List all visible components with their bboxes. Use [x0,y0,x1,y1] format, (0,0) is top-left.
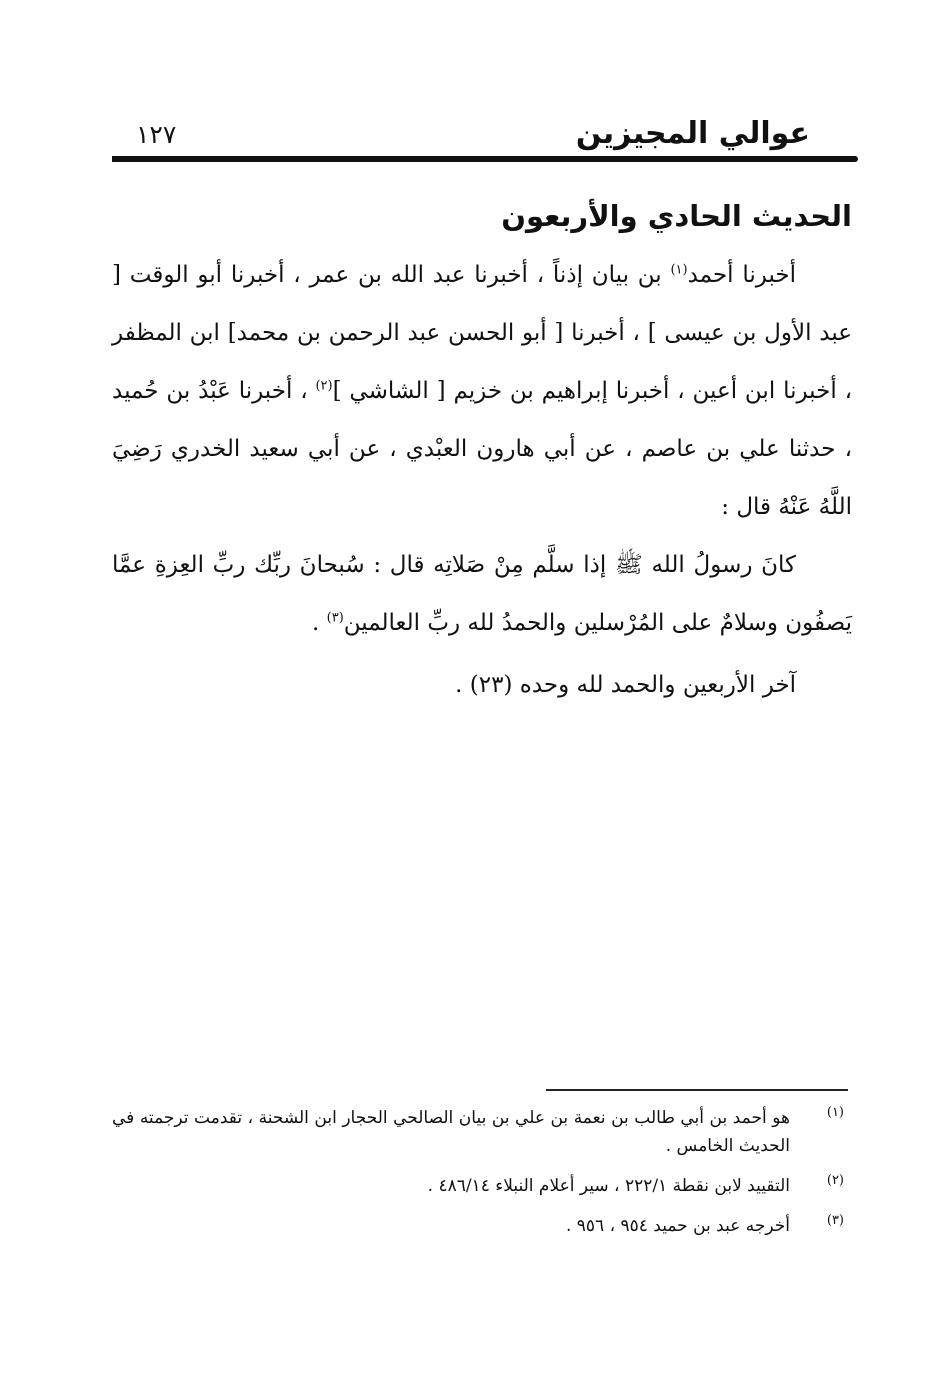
isnad-text-3: ، أخبرنا عَبْدُ بن حُميد ، حدثنا علي بن عاصم ، عن أبي هارون العبْدي ، عن أبي سعيد الخدري رَضِيَ اللَّهُ عَنْهُ قال : [112,378,852,520]
hadith-end-mark: . [312,610,327,636]
footnote-number: (٢) [826,1173,844,1188]
header-rule [112,156,858,162]
isnad-text-1: أخبرنا أحمد [687,262,796,288]
book-title: عوالي المجيزين [575,116,810,151]
footnote-ref-1[interactable]: (١) [670,262,688,278]
colophon: آخر الأربعين والحمد لله وحده (٢٣) . [455,672,796,698]
page-number: ١٢٧ [136,120,177,149]
hadith-text-paragraph [112,536,852,652]
footnote-text: أخرجه عبد بن حميد ٩٥٤ ، ٩٥٦ . [565,1216,790,1236]
footnote-item [112,1212,852,1240]
footnote-separator [546,1089,848,1091]
footnote-number: (٣) [826,1213,844,1228]
isnad-paragraph [112,246,852,536]
footnote-item [112,1172,852,1200]
hadith-text: كانَ رسولُ الله ﷺ إذا سلَّم مِنْ صَلاتِه قال : سُبحانَ ربِّك ربِّ العِزةِ عمَّا يَصفُون وسلامٌ على المُرْسلين والحمدُ لله ربِّ العالمين [112,552,852,636]
footnote-text: التقييد لابن نقطة ٢٢٢/١ ، سير أعلام النبلاء ٤٨٦/١٤ . [427,1176,790,1196]
isnad-text-2: بن بيان إذناً ، أخبرنا عبد الله بن عمر ، أخبرنا أبو الوقت [ عبد الأول بن عيسى ] ، أخبرنا [ أبو الحسن عبد الرحمن بن محمد] ابن المظفر ، أخبرنا ابن أعين ، أخبرنا إبراهيم بن خزيم [ الشاشي ] [112,262,852,404]
footnote-ref-3[interactable]: (٣) [326,610,344,626]
footnote-item [112,1104,852,1160]
footnote-text: هو أحمد بن أبي طالب بن نعمة بن علي بن بيان الصالحي الحجار ابن الشحنة ، تقدمت ترجمته في الحديث الخامس . [112,1108,790,1156]
footnotes-list [112,1104,852,1252]
footnote-number: (١) [826,1105,844,1120]
running-header [112,112,858,156]
footnote-ref-2[interactable]: (٢) [315,378,333,394]
section-heading: الحديث الحادي والأربعون [501,199,852,233]
